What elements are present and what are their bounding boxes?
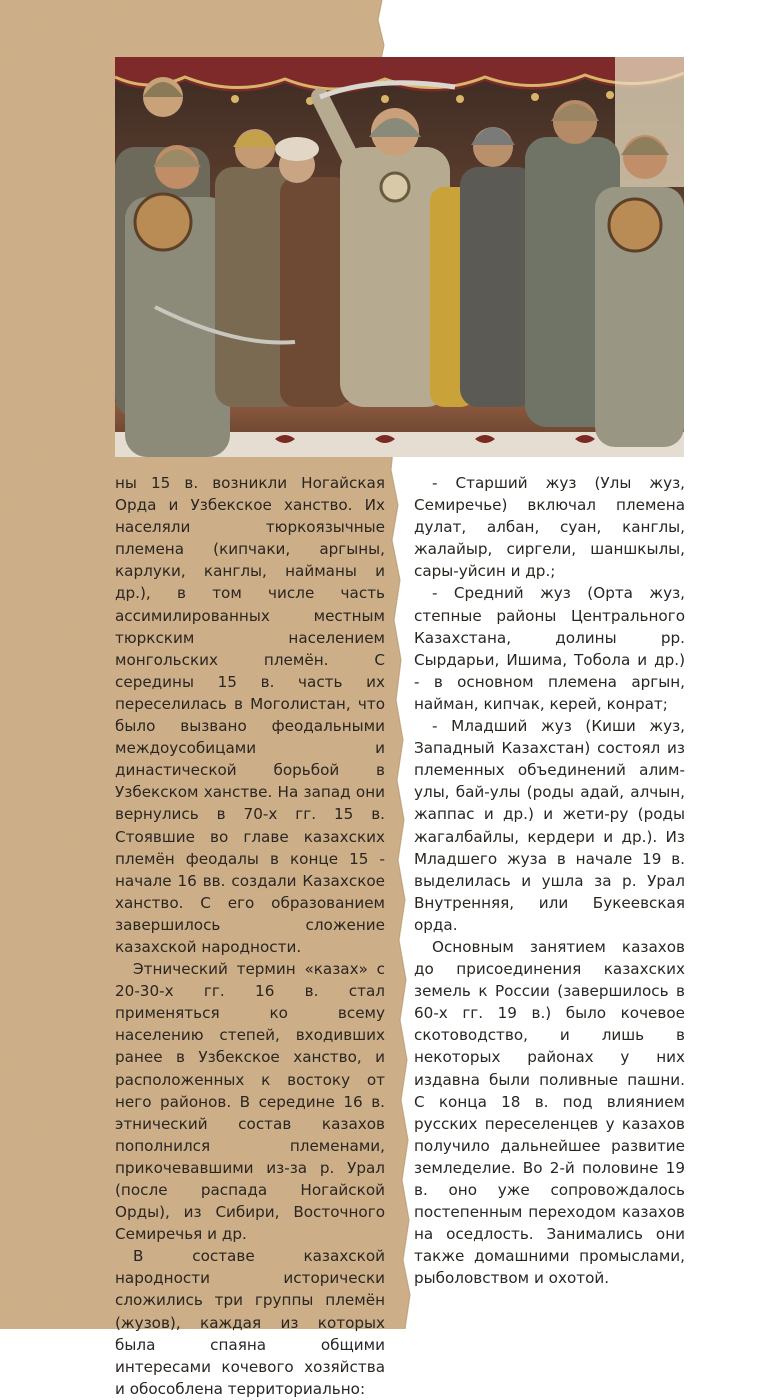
right-paragraph-4: Основным занятием казахов до присоединения казахских земель к России (завершилось в 60-х гг. 19 в.) было кочевое скотоводство, и лишь в некоторых районах у них издавна были поливные пашни. С конца 18 в. под влиянием русских переселенцев у казахов получило дальнейшее развитие земледелие. Во 2-й половине 19 в. оно уже сопровождалось постепенным переходом казахов на оседлость. Занимались они также домашними промыслами, рыболовством и охотой. xyxy=(414,937,685,1288)
right-paragraph-3: - Младший жуз (Киши жуз, Западный Казахстан) состоял из племенных объединений алим-улы, бай-улы (роды адай, алчын, жаппас и др.) и жети-ру (роды жагалбайлы, кердери и др.). Из Младшего жуза в начале 19 в. выделилась и ушла за р. Урал Внутренняя, или Букеевская орда. xyxy=(414,717,685,934)
right-text-column xyxy=(414,472,685,1289)
left-paragraph-2: Этнический термин «казах» с 20-30-х гг. 16 в. стал применяться ко всему населению степей, входивших ранее в Узбекское ханство, и расположенных к востоку от него районов. В середине 16 в. этнический состав казахов пополнился племенами, прикочевавшими из-за р. Урал (после распада Ногайской Орды), из Сибири, Восточного Семиречья и др. xyxy=(115,960,385,1244)
right-paragraph-2: - Средний жуз (Орта жуз, степные районы Центрального Казахстана, долины рр. Сырдарьи, Ишима, Тобола и др.) - в основном племена аргын, найман, кипчак, керей, конрат; xyxy=(414,584,685,713)
warriors-illustration xyxy=(115,57,684,457)
left-text-column xyxy=(115,472,385,1400)
left-paragraph-1: ны 15 в. возникли Ногайская Орда и Узбекское ханство. Их населяли тюркоязычные племена (кипчаки, аргыны, карлуки, канглы, найманы и др.), в том числе часть ассимилированных местным тюркским населением монгольских племён. С середины 15 в. часть их переселилась в Моголистан, что было вызвано феодальными междоусобицами и династической борьбой в Узбекском ханстве. На запад они вернулись в 70-х гг. 15 в. Стоявшие во главе казахских племён феодалы в конце 15 - начале 16 вв. создали Казахское ханство. С его образованием завершилось сложение казахской народности. xyxy=(115,474,385,956)
warriors-photo xyxy=(115,57,684,457)
right-paragraph-1: - Старший жуз (Улы жуз, Семиречье) включал племена дулат, албан, суан, канглы, жалайыр, сиргели, шаншкылы, сары-уйсин и др.; xyxy=(414,474,685,581)
left-paragraph-3: В составе казахской народности исторически сложились три группы племён (жузов), каждая из которых была спаяна общими интересами кочевого хозяйства и обособлена территориально: xyxy=(115,1247,385,1398)
